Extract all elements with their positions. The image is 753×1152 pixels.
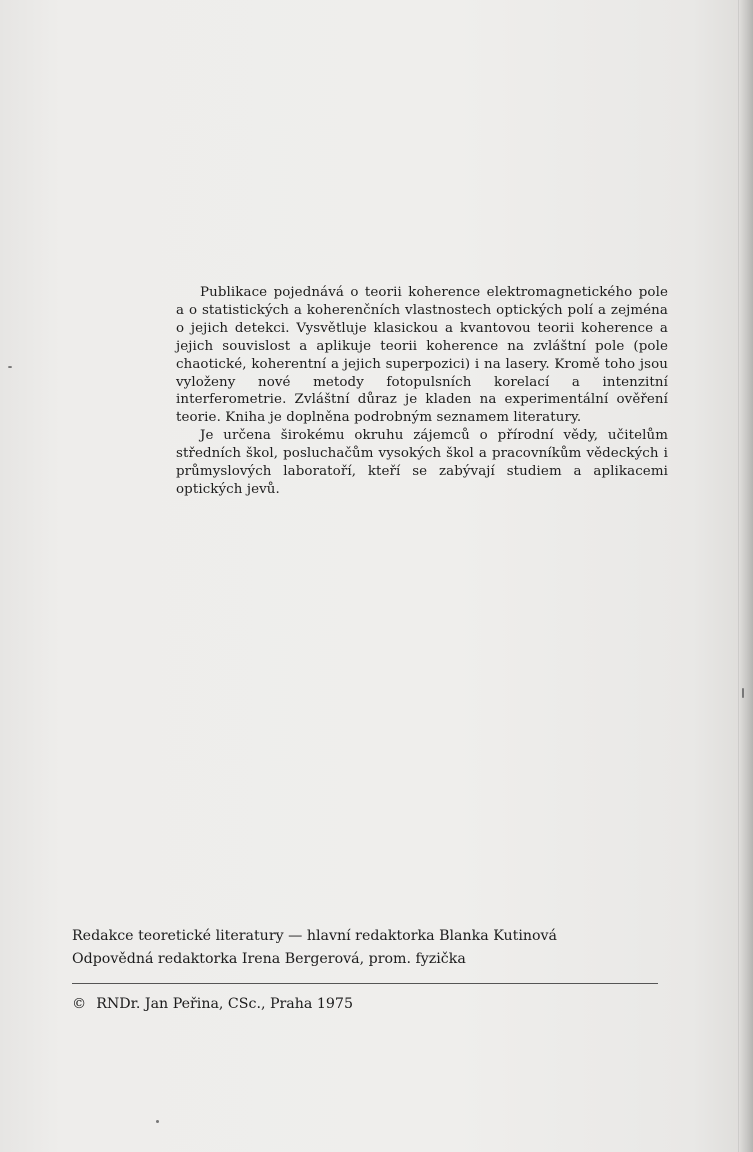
page-edge-shadow [739,0,753,1152]
copyright-symbol: © [72,996,87,1012]
paper-speck [742,688,744,698]
credit-line-editorial-board: Redakce teoretické literatury — hlavní redaktorka Blanka Kutinová [72,928,558,944]
description-paragraph-1: Publikace pojednává o teorii koherence elektromagnetického pole a o statistických a koherenčních vlastnostech optických polí a zejména o jejich detekci. Vysvětluje klasickou a kvantovou teorii koherence a jejich souvislost a aplikuje teorii koherence na zvláštní pole (pole chaotické, koherentní a jejich superpozici) i na lasery. Kromě toho jsou vyloženy nové metody fotopulsních korelací a intenzitní interferometrie. Zvláštní důraz je kladen na experimentální ověření teorie. Kniha je doplněna podrobným seznamem literatury. [176,285,668,426]
editorial-credits [72,925,638,971]
description-paragraph-2: Je určena širokému okruhu zájemců o přírodní vědy, učitelům středních škol, posluchačům vysokých škol a pracovníkům vědeckých i průmyslových laboratoří, kteří se zabývají studiem a aplikacemi optických jevů. [176,428,668,497]
book-description [176,284,668,499]
paper-speck [8,366,12,368]
paper-speck [156,1120,159,1123]
credit-line-responsible-editor: Odpovědná redaktorka Irena Bergerová, prom. fyzička [72,951,466,967]
divider-rule [72,983,658,984]
copyright-notice [72,994,353,1014]
copyright-text: RNDr. Jan Peřina, CSc., Praha 1975 [96,996,353,1012]
